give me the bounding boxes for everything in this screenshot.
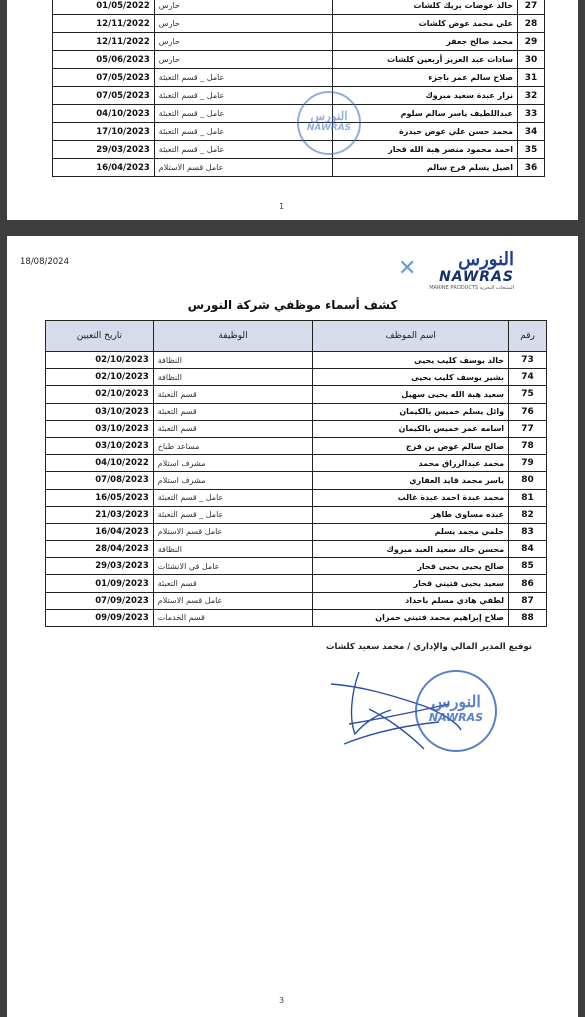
hire-date-cell: 21/03/2023 — [46, 506, 154, 523]
employee-name-cell: محمد عبدالرزاق محمد — [313, 455, 509, 472]
hire-date-cell: 09/09/2023 — [46, 609, 154, 626]
row-number-cell: 34 — [518, 123, 545, 141]
table-row — [53, 159, 545, 177]
hire-date-cell: 07/09/2023 — [46, 592, 154, 609]
job-cell: قسم الخدمات — [153, 609, 313, 626]
employee-name-cell: محسن خالد سعيد العبد مبروك — [313, 541, 509, 558]
job-cell: عامل _ قسم التعبئة — [154, 69, 332, 87]
hire-date-cell: 16/04/2023 — [46, 523, 154, 540]
job-cell: قسم التعبئة — [153, 403, 313, 420]
page-number: 1 — [279, 202, 285, 211]
employee-name-cell: عبده مساوى طاهر — [313, 506, 509, 523]
hire-date-cell: 05/06/2023 — [53, 51, 155, 69]
employee-name-cell: علي محمد عوض كلشات — [333, 15, 518, 33]
row-number-cell: 76 — [509, 403, 547, 420]
job-cell: حارس — [154, 0, 332, 15]
table-row — [53, 141, 545, 159]
job-cell: عامل _ قسم التعبئة — [154, 141, 332, 159]
table-row — [53, 33, 545, 51]
row-number-cell: 73 — [509, 352, 547, 369]
header-hire-date: تاريخ التعيين — [46, 321, 154, 352]
employee-name-cell: محمد حسن علي عوض حيدرة — [333, 123, 518, 141]
job-cell: النظافة — [153, 369, 313, 386]
hire-date-cell: 16/05/2023 — [46, 489, 154, 506]
job-cell: مشرف استلام — [153, 455, 313, 472]
row-number-cell: 85 — [509, 558, 547, 575]
hire-date-cell: 03/10/2023 — [46, 437, 154, 454]
job-cell: قسم التعبئة — [153, 386, 313, 403]
row-number-cell: 83 — [509, 523, 547, 540]
row-number-cell: 81 — [509, 489, 547, 506]
row-number-cell: 86 — [509, 575, 547, 592]
table-row — [46, 575, 547, 592]
document-title: كشف أسماء موظفي شركة النورس — [187, 298, 398, 312]
row-number-cell: 27 — [518, 0, 545, 15]
job-cell: عامل _ قسم التعبئة — [154, 87, 332, 105]
page-number: 3 — [279, 996, 285, 1005]
hire-date-cell: 02/10/2023 — [46, 386, 154, 403]
row-number-cell: 74 — [509, 369, 547, 386]
table-row — [46, 386, 547, 403]
table-row — [46, 558, 547, 575]
hire-date-cell: 01/09/2023 — [46, 575, 154, 592]
job-cell: حارس — [154, 33, 332, 51]
table-row — [46, 523, 547, 540]
job-cell: عامل قسم الاستلام — [153, 592, 313, 609]
employee-name-cell: اصيل يسلم فرج سالم — [333, 159, 518, 177]
employee-name-cell: حلمي مجمد يسلم — [313, 523, 509, 540]
row-number-cell: 29 — [518, 33, 545, 51]
row-number-cell: 82 — [509, 506, 547, 523]
table-row — [46, 420, 547, 437]
job-cell: قسم التعبئة — [153, 575, 313, 592]
job-cell: قسم التعبئة — [153, 420, 313, 437]
table-row — [53, 87, 545, 105]
employee-name-cell: محمد صالح جعفر — [333, 33, 518, 51]
table-row — [53, 15, 545, 33]
row-number-cell: 79 — [509, 455, 547, 472]
job-cell: عامل _ قسم التعبئة — [154, 123, 332, 141]
job-cell: عامل _ قسم التعبئة — [153, 506, 313, 523]
employee-name-cell: احمد محمود منصر هبة الله قحار — [333, 141, 518, 159]
hire-date-cell: 29/03/2023 — [46, 558, 154, 575]
table-row — [46, 489, 547, 506]
employee-name-cell: سعيد هبة الله يحيى سهيل — [313, 386, 509, 403]
employee-name-cell: سعيد يحيى فتيني قحار — [313, 575, 509, 592]
table-row — [46, 403, 547, 420]
job-cell: النظافة — [153, 541, 313, 558]
company-stamp: النورس NAWRAS — [415, 670, 497, 752]
hire-date-cell: 07/08/2023 — [46, 472, 154, 489]
employee-name-cell: سادات عبد العزيز أربعين كلشات — [333, 51, 518, 69]
table-header-row — [46, 321, 547, 352]
job-cell: حارس — [154, 15, 332, 33]
row-number-cell: 84 — [509, 541, 547, 558]
table-row — [46, 472, 547, 489]
hire-date-cell: 03/10/2023 — [46, 420, 154, 437]
table-row — [53, 51, 545, 69]
job-cell: مساعد طباخ — [153, 437, 313, 454]
employee-table-page-3 — [45, 320, 547, 627]
header-employee-name: اسم الموظف — [313, 321, 509, 352]
employee-name-cell: اسامه عمر خميس بالكيمان — [313, 420, 509, 437]
document-page-3 — [7, 236, 578, 1017]
employee-name-cell: بشير يوسف كليب يحيى — [313, 369, 509, 386]
header-job: الوظيفة — [153, 321, 313, 352]
row-number-cell: 77 — [509, 420, 547, 437]
hire-date-cell: 04/10/2023 — [53, 105, 155, 123]
job-cell: عامل في الانشئات — [153, 558, 313, 575]
hire-date-cell: 17/10/2023 — [53, 123, 155, 141]
hire-date-cell: 04/10/2022 — [46, 455, 154, 472]
job-cell: النظافة — [153, 352, 313, 369]
hire-date-cell: 03/10/2023 — [46, 403, 154, 420]
employee-name-cell: صلاح إبراهيم محمد فتيني حمران — [313, 609, 509, 626]
table-row — [53, 0, 545, 15]
employee-table-page-1 — [52, 0, 545, 177]
print-date: 18/08/2024 — [20, 257, 69, 267]
row-number-cell: 28 — [518, 15, 545, 33]
hire-date-cell: 02/10/2023 — [46, 352, 154, 369]
hire-date-cell: 29/03/2023 — [53, 141, 155, 159]
table-row — [46, 369, 547, 386]
employee-name-cell: صالح يحيى يحيى قحار — [313, 558, 509, 575]
logo-bird-icon: ✕ — [398, 256, 417, 281]
row-number-cell: 75 — [509, 386, 547, 403]
table-row — [46, 592, 547, 609]
table-row — [46, 352, 547, 369]
job-cell: عامل قسم الاستلام — [153, 523, 313, 540]
row-number-cell: 88 — [509, 609, 547, 626]
header-number: رقم — [509, 321, 547, 352]
job-cell: مشرف استلام — [153, 472, 313, 489]
employee-name-cell: نزار عبدة سعيد مبروك — [333, 87, 518, 105]
employee-name-cell: ياسر محمد قايد العفاري — [313, 472, 509, 489]
table-row — [46, 609, 547, 626]
table-row — [53, 69, 545, 87]
row-number-cell: 80 — [509, 472, 547, 489]
hire-date-cell: 02/10/2023 — [46, 369, 154, 386]
employee-name-cell: عبداللطيف ياسر سالم سلوم — [333, 105, 518, 123]
company-logo: ✕ النورس NAWRAS MARINE PRODUCTS المنتجات البحرية — [398, 249, 514, 291]
employee-name-cell: خالد يوسف كليب يحيى — [313, 352, 509, 369]
row-number-cell: 33 — [518, 105, 545, 123]
employee-name-cell: لطفي هادي مسلم باحداد — [313, 592, 509, 609]
hire-date-cell: 12/11/2022 — [53, 33, 155, 51]
hire-date-cell: 12/11/2022 — [53, 15, 155, 33]
employee-name-cell: محمد عبدة احمد عبدة غالب — [313, 489, 509, 506]
employee-name-cell: خالد عوضات بريك كلشات — [333, 0, 518, 15]
document-page-1 — [7, 0, 578, 220]
hire-date-cell: 28/04/2023 — [46, 541, 154, 558]
table-row — [46, 541, 547, 558]
hire-date-cell: 07/05/2023 — [53, 87, 155, 105]
company-stamp-faded: النورس NAWRAS — [297, 91, 361, 155]
hire-date-cell: 01/05/2022 — [53, 0, 155, 15]
signatory-label: توقيع المدير المالي والإداري / محمد سعيد كلشات — [326, 642, 532, 652]
row-number-cell: 31 — [518, 69, 545, 87]
employee-name-cell: وائل يسلم خميس بالكيمان — [313, 403, 509, 420]
job-cell: عامل قسم الاستلام — [154, 159, 332, 177]
table-row — [46, 437, 547, 454]
row-number-cell: 36 — [518, 159, 545, 177]
row-number-cell: 78 — [509, 437, 547, 454]
hire-date-cell: 07/05/2023 — [53, 69, 155, 87]
row-number-cell: 32 — [518, 87, 545, 105]
job-cell: حارس — [154, 51, 332, 69]
job-cell: عامل _ قسم التعبئة — [154, 105, 332, 123]
job-cell: عامل _ قسم التعبئة — [153, 489, 313, 506]
employee-name-cell: صالح سالم عوض بن فرج — [313, 437, 509, 454]
table-row — [46, 506, 547, 523]
row-number-cell: 87 — [509, 592, 547, 609]
hire-date-cell: 16/04/2023 — [53, 159, 155, 177]
table-row — [46, 455, 547, 472]
row-number-cell: 30 — [518, 51, 545, 69]
employee-name-cell: صلاح سالم عمر باجزء — [333, 69, 518, 87]
row-number-cell: 35 — [518, 141, 545, 159]
